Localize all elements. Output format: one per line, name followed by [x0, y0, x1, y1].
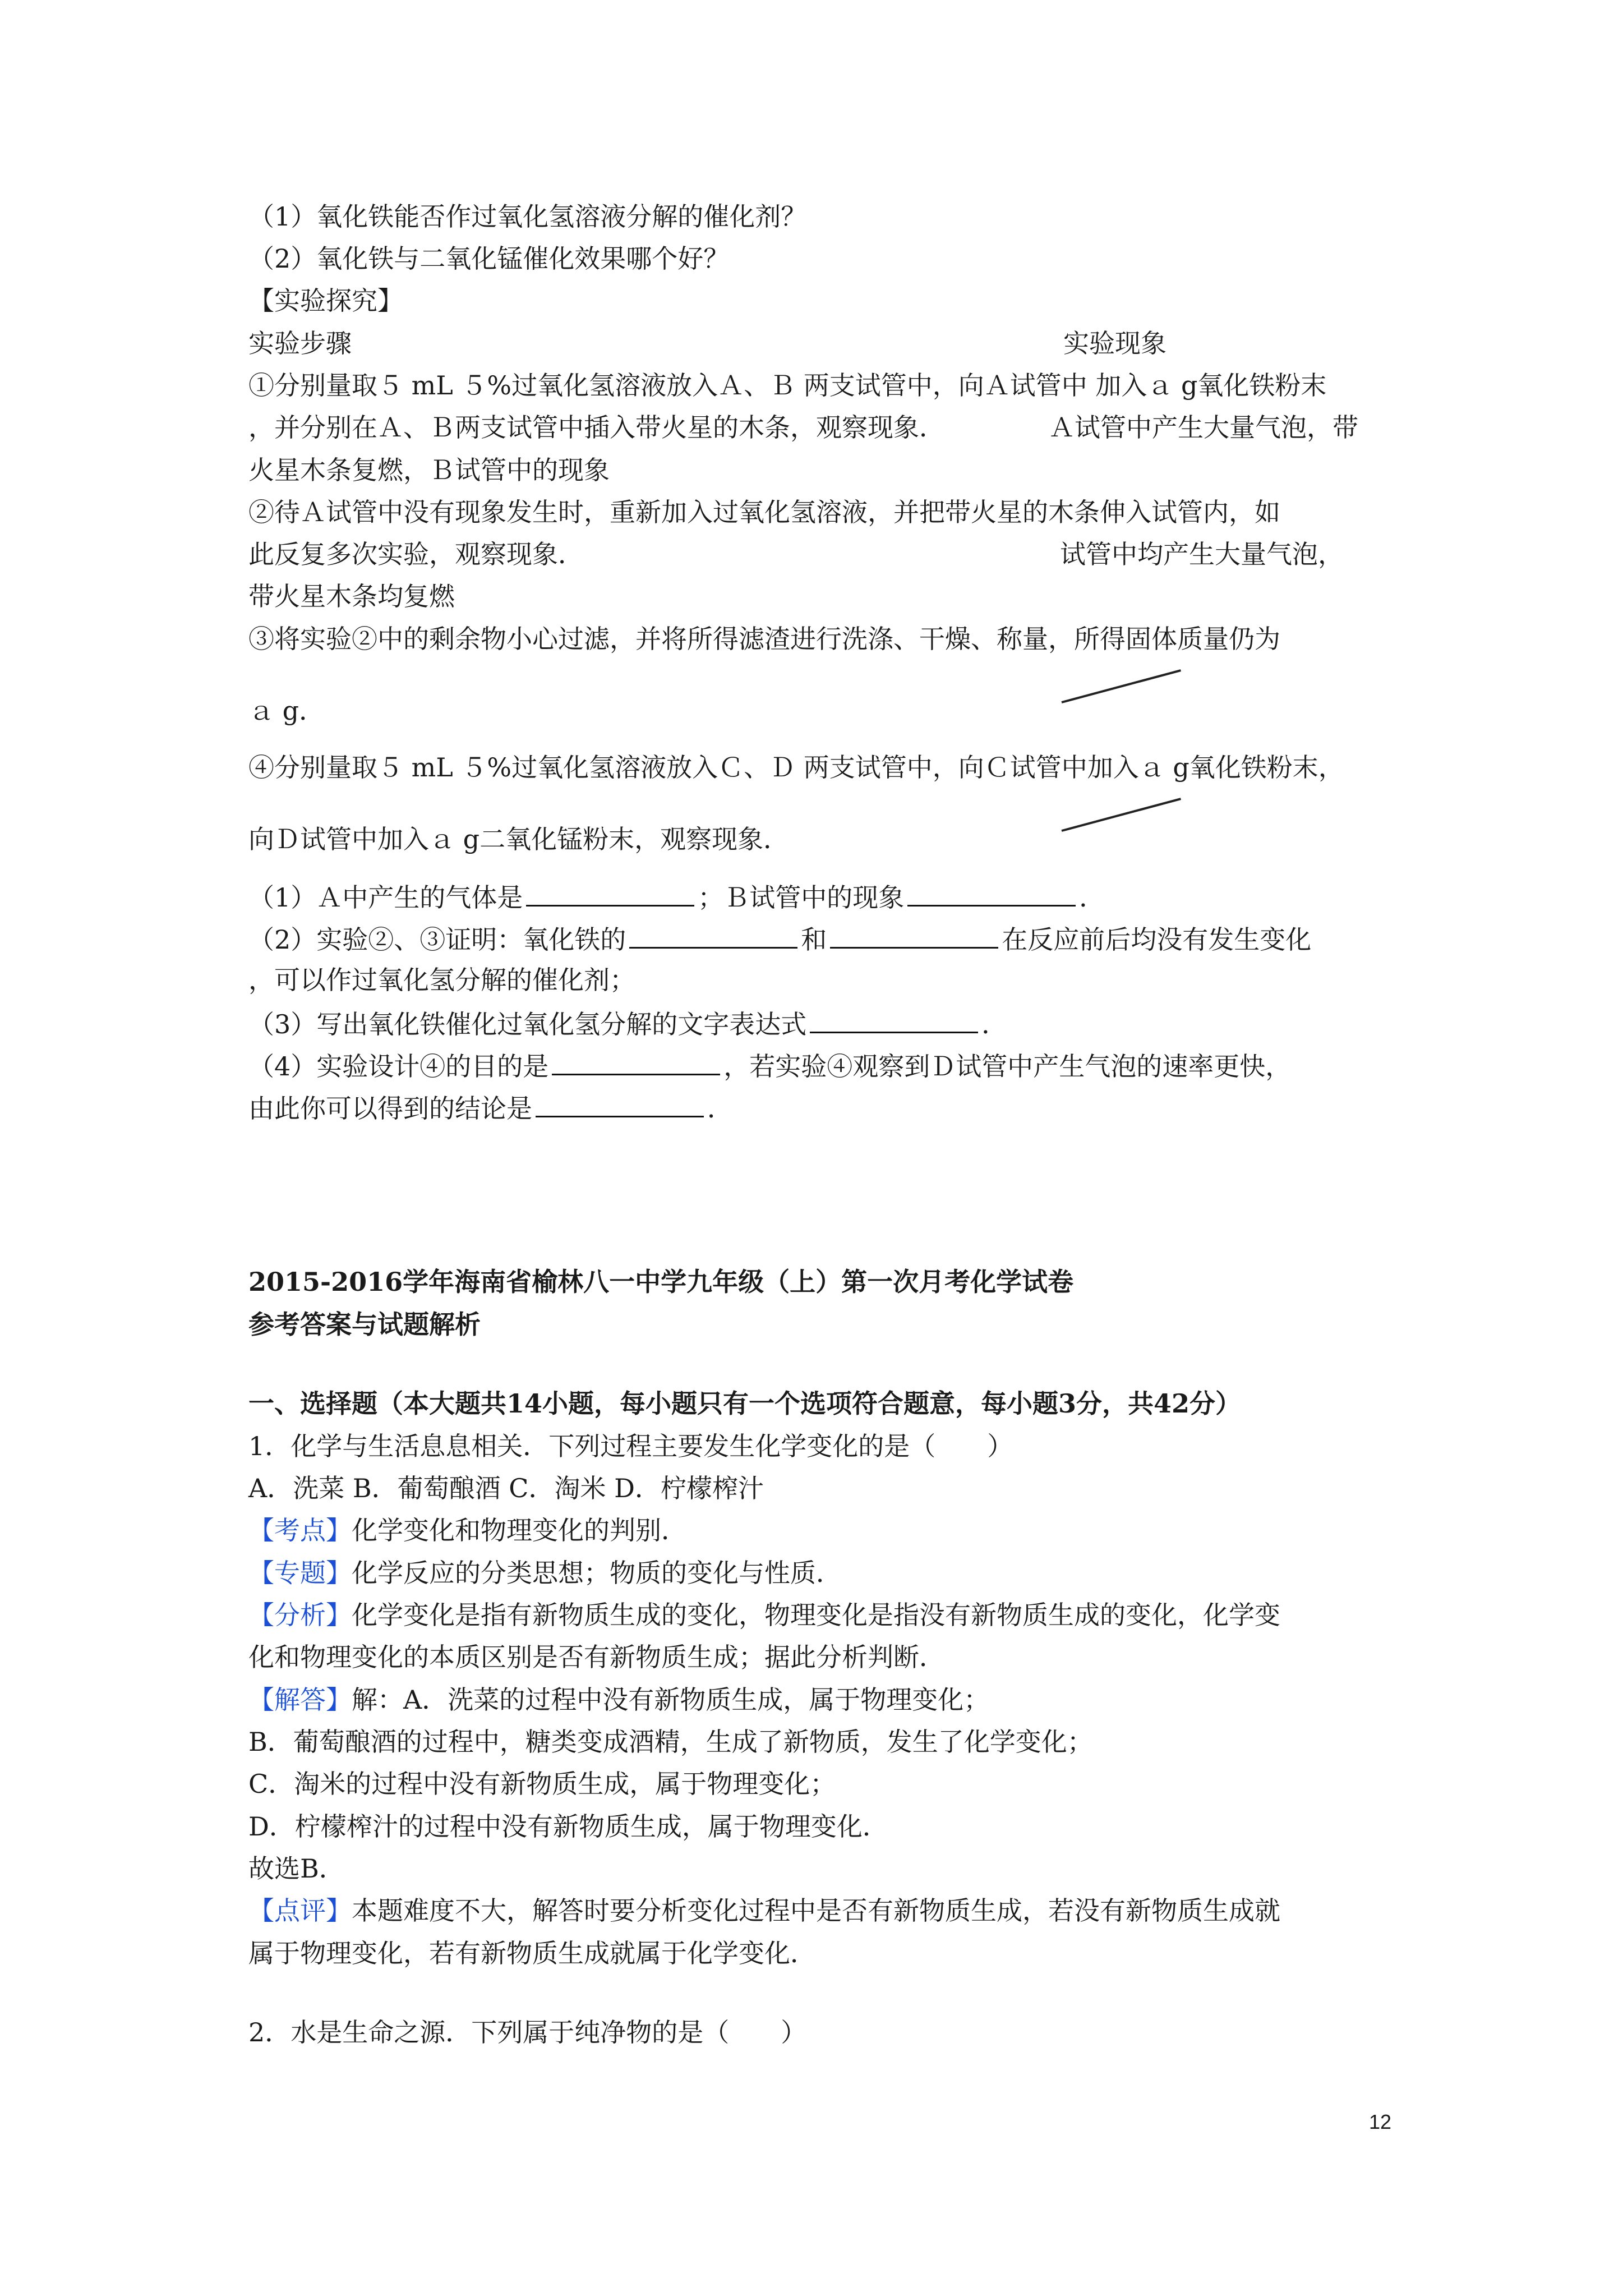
step-2-line-1: ②待Ａ试管中没有现象发生时，重新加入过氧化氢溶液，并把带火星的木条伸入试管内，如: [248, 497, 1280, 527]
item-1-stem: 1．化学与生活息息相关．下列过程主要发生化学变化的是（ ）: [248, 1431, 1013, 1461]
item-1-zhuanti: 【专题】化学反应的分类思想；物质的变化与性质．: [248, 1558, 842, 1588]
answer-blank[interactable]: [907, 879, 1076, 907]
step-2-line-3: 带火星木条均复燃: [248, 581, 455, 611]
item-1-jieda-b: B．葡萄酿酒的过程中，糖类变成酒精，生成了新物质，发生了化学变化；: [248, 1727, 1093, 1757]
item-1-fenxi-cont: 化和物理变化的本质区别是否有新物质生成；据此分析判断．: [248, 1642, 945, 1672]
answer-subtitle: 参考答案与试题解析: [248, 1309, 481, 1340]
fill-question-3: （3）写出氧化铁催化过氧化氢分解的文字表达式 ．: [248, 1006, 1007, 1041]
step-4-line-1: ④分别量取５ mL ５%过氧化氢溶液放入Ｃ、Ｄ 两支试管中，向Ｃ试管中加入ａ g氧化铁粉末，: [248, 752, 1344, 783]
item-1-options: A．洗菜 B．葡萄酿酒 C．淘米 D．柠檬榨汁: [248, 1473, 764, 1503]
item-2-stem: 2．水是生命之源．下列属于纯净物的是（ ）: [248, 2017, 807, 2047]
answer-blank[interactable]: [629, 921, 797, 949]
fill-question-4-cont: 由此你可以得到的结论是 ．: [248, 1090, 733, 1125]
item-1-fenxi: 【分析】化学变化是指有新物质生成的变化，物理变化是指没有新物质生成的变化，化学变: [248, 1600, 1280, 1630]
item-1-jieda-d: D．柠檬榨汁的过程中没有新物质生成，属于物理变化．: [248, 1811, 888, 1842]
page-number: 12: [1368, 2110, 1391, 2133]
part-title: 一、选择题（本大题共14小题，每小题只有一个选项符合题意，每小题3分，共42分）: [248, 1388, 1242, 1419]
step-2-line-2: 此反复多次实验，观察现象．: [248, 539, 584, 569]
item-1-answer: 故选B．: [248, 1853, 345, 1884]
blank-slash-2: [1061, 798, 1181, 832]
item-1-dianping-cont: 属于物理变化，若有新物质生成就属于化学变化．: [248, 1938, 816, 1968]
fill-question-4: （4）实验设计④的目的是 ，若实验④观察到Ｄ试管中产生气泡的速率更快，: [248, 1048, 1291, 1083]
question-1: （1）氧化铁能否作过氧化氢溶液分解的催化剂？: [248, 201, 807, 232]
fill-question-2-cont: ，可以作过氧化氢分解的催化剂；: [248, 965, 635, 995]
fill-question-2: （2）实验②、③证明：氧化铁的 和 在反应前后均没有发生变化: [248, 921, 1311, 956]
step-3-line-1: ③将实验②中的剩余物小心过滤，并将所得滤渣进行洗涤、干燥、称量，所得固体质量仍为: [248, 624, 1280, 654]
item-1-dianping: 【点评】本题难度不大，解答时要分析变化过程中是否有新物质生成，若没有新物质生成就: [248, 1895, 1280, 1926]
step-1-line-3: 火星木条复燃，Ｂ试管中的现象: [248, 455, 610, 485]
answer-blank[interactable]: [526, 879, 694, 907]
fill-question-1: （1）Ａ中产生的气体是 ；Ｂ试管中的现象 ．: [248, 879, 1105, 914]
header-steps: 实验步骤: [248, 328, 352, 358]
answer-blank[interactable]: [536, 1090, 704, 1117]
item-1-jieda-c: C．淘米的过程中没有新物质生成，属于物理变化；: [248, 1769, 836, 1799]
step-2-phenomenon: 试管中均产生大量气泡，: [1060, 539, 1344, 569]
step-1-phenomenon: Ａ试管中产生大量气泡，带: [1049, 412, 1358, 443]
item-1-jieda: 【解答】解：A．洗菜的过程中没有新物质生成，属于物理变化；: [248, 1685, 990, 1715]
step-4-line-2: 向Ｄ试管中加入ａ g二氧化锰粉末，观察现象．: [248, 824, 790, 854]
answer-blank[interactable]: [810, 1006, 978, 1033]
question-2: （2）氧化铁与二氧化锰催化效果哪个好？: [248, 243, 730, 274]
step-1-line-2: ，并分别在Ａ、Ｂ两支试管中插入带火星的木条，观察现象．: [248, 412, 945, 443]
header-phenomena: 实验现象: [1063, 328, 1166, 358]
step-3-line-2: ａ g．: [248, 696, 325, 726]
answer-blank[interactable]: [552, 1048, 720, 1075]
answer-blank[interactable]: [830, 921, 998, 949]
blank-slash-1: [1061, 669, 1181, 703]
section-heading: 【实验探究】: [248, 286, 403, 316]
step-1-line-1: ①分别量取５ mL ５%过氧化氢溶液放入Ａ、Ｂ 两支试管中，向Ａ试管中 加入ａ g氧化铁粉末: [248, 370, 1327, 401]
item-1-kaodian: 【考点】化学变化和物理变化的判别．: [248, 1515, 687, 1545]
answer-title: 2015-2016学年海南省榆林八一中学九年级（上）第一次月考化学试卷: [248, 1267, 1074, 1297]
